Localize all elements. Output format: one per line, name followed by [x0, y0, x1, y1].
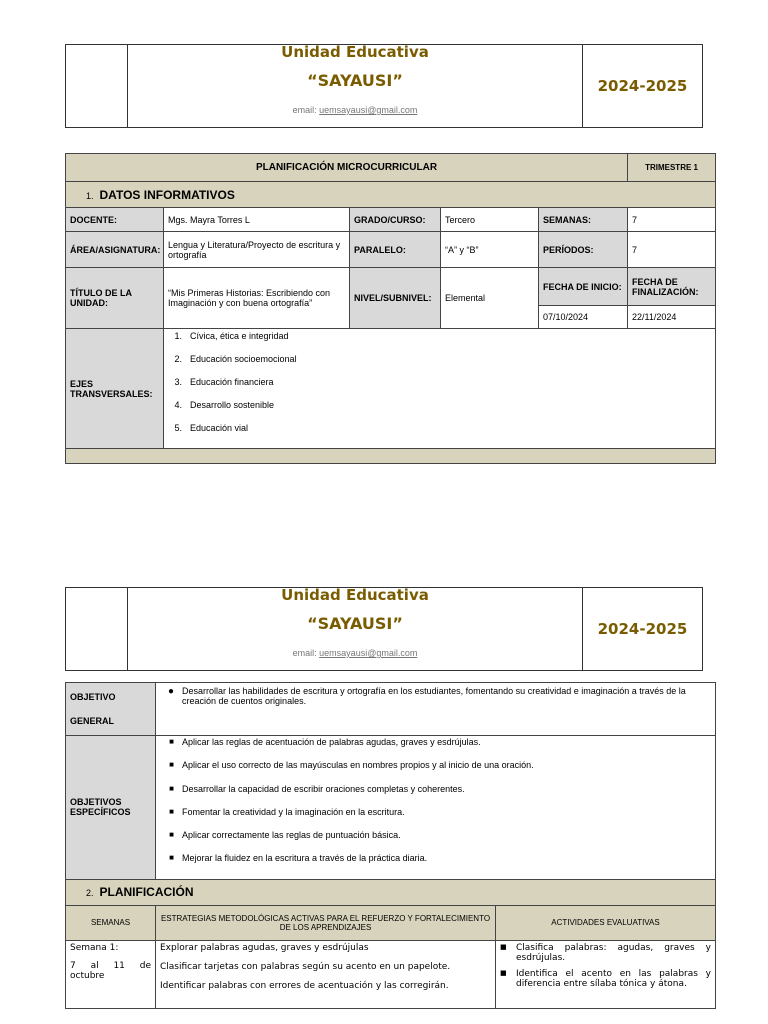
objetivos-especificos-cell	[156, 736, 716, 880]
semana-1-cell: Semana 1: 7 al 11 de octubre	[66, 940, 156, 1008]
objetivo-especifico-item: ■ Desarrollar la capacidad de escribir oraciones completas y coherentes.	[169, 783, 465, 794]
eje-item: 4. Desarrollo sostenible	[174, 400, 275, 410]
objetivo-especifico-item: ■ Fomentar la creatividad y la imaginación en la escritura.	[169, 806, 405, 817]
actividades-cell	[496, 940, 716, 1008]
fecha-inicio-label: FECHA DE INICIO:	[539, 268, 628, 306]
school-header-2	[65, 587, 703, 671]
eje-item: 1. Cívica, ética e integridad	[174, 331, 289, 341]
objetivos-table	[65, 682, 716, 1009]
objetivo-especifico-item: ■ Aplicar el uso correcto de las mayúsculas en nombres propios y al inicio de una oración.	[169, 760, 534, 771]
actividad-item: ■ Clasifica palabras: agudas, graves y esdrújulas.	[500, 942, 711, 963]
area-label: ÁREA/ASIGNATURA:	[66, 232, 164, 268]
paralelo-value: “A” y “B”	[441, 232, 539, 268]
objetivos-especificos-list	[160, 737, 711, 877]
datos-informativos-table	[65, 153, 716, 464]
school-header	[65, 44, 703, 128]
objetivo-general-label: OBJETIVO GENERAL	[66, 683, 156, 736]
email-label: email:	[292, 105, 317, 115]
email-link[interactable]: uemsayausi@gmail.com	[319, 648, 418, 658]
estrategia-item: Explorar palabras agudas, graves y esdrújulas	[160, 942, 369, 953]
school-title-cell	[128, 45, 583, 127]
paralelo-label: PARALELO:	[350, 232, 441, 268]
col-estrategias: ESTRATEGIAS METODOLÓGICAS ACTIVAS PARA EL REFUERZO Y FORTALECIMIENTO DE LOS APRENDIZAJES	[156, 905, 496, 940]
eje-item: 3. Educación financiera	[174, 377, 274, 387]
school-title-cell	[128, 588, 583, 670]
actividades-list	[500, 943, 711, 989]
school-year: 2024-2025	[597, 620, 688, 638]
fecha-inicio-value: 07/10/2024	[539, 306, 628, 329]
docente-value: Mgs. Mayra Torres L	[164, 208, 350, 232]
eje-item: 2. Educación socioemocional	[174, 354, 297, 364]
semana-1-dates: 7 al 11 de	[70, 960, 151, 971]
eje-item: 5. Educación vial	[174, 423, 249, 433]
area-value: Lengua y Literatura/Proyecto de escritura y ortografía	[164, 232, 350, 268]
objetivo-general-text: Desarrollar las habilidades de escritura y ortografía en los estudiantes, fomentando su creatividad e imaginación a través de la creación de cuentos originales.	[182, 686, 686, 706]
estrategias-cell	[156, 940, 496, 1008]
school-name: “SAYAUSI”	[307, 614, 403, 633]
objetivo-especifico-item: ■ Aplicar las reglas de acentuación de palabras agudas, graves y esdrújulas.	[169, 737, 481, 747]
docente-label: DOCENTE:	[66, 208, 164, 232]
periodos-value: 7	[628, 232, 716, 268]
nivel-label: NIVEL/SUBNIVEL:	[350, 268, 441, 329]
nivel-value: Elemental	[441, 268, 539, 329]
semanas-value: 7	[628, 208, 716, 232]
email-link[interactable]: uemsayausi@gmail.com	[319, 105, 418, 115]
plan-title: PLANIFICACIÓN MICROCURRICULAR	[66, 154, 628, 182]
estrategias-list	[160, 943, 491, 991]
section-2-title: 2. PLANIFICACIÓN	[66, 879, 716, 905]
email-line	[128, 648, 582, 658]
school-line1: Unidad Educativa	[281, 586, 429, 604]
section-1-title: 1. DATOS INFORMATIVOS	[66, 182, 716, 208]
titulo-label: TÍTULO DE LA UNIDAD:	[66, 268, 164, 329]
objetivo-especifico-item: ■ Mejorar la fluidez en la escritura a través de la práctica diaria.	[169, 853, 428, 864]
email-label: email:	[292, 648, 317, 658]
col-semanas: SEMANAS	[66, 905, 156, 940]
school-line1: Unidad Educativa	[281, 43, 429, 61]
objetivo-general-cell: ● Desarrollar las habilidades de escritura y ortografía en los estudiantes, fomentando su creatividad e imaginación a través de la creación de cuentos originales.	[156, 683, 716, 736]
objetivo-especifico-item: ■ Aplicar correctamente las reglas de puntuación básica.	[169, 830, 401, 841]
school-year: 2024-2025	[597, 77, 688, 95]
col-actividades: ACTIVIDADES EVALUATIVAS	[496, 905, 716, 940]
semanas-label: SEMANAS:	[539, 208, 628, 232]
estrategia-item: Identificar palabras con errores de acentuación y las corregirán.	[160, 980, 449, 991]
fecha-fin-value: 22/11/2024	[628, 306, 716, 329]
logo-cell	[66, 588, 128, 670]
school-name: “SAYAUSI”	[307, 71, 403, 90]
fecha-fin-label: FECHA DE FINALIZACIÓN:	[628, 268, 716, 306]
estrategia-item: Clasificar tarjetas con palabras según su acento en un papelote.	[160, 961, 451, 972]
email-line	[128, 105, 582, 115]
trimestre: TRIMESTRE 1	[628, 154, 716, 182]
ejes-list	[168, 331, 711, 446]
ejes-list-cell	[164, 329, 716, 449]
titulo-value: “Mis Primeras Historias: Escribiendo con Imaginación y con buena ortografía”	[164, 268, 350, 329]
grado-value: Tercero	[441, 208, 539, 232]
ejes-label: EJES TRANSVERSALES:	[66, 329, 164, 449]
grado-label: GRADO/CURSO:	[350, 208, 441, 232]
objetivos-especificos-label: OBJETIVOS ESPECÍFICOS	[66, 736, 156, 880]
actividad-item: ■ Identifica el acento en las palabras y diferencia entre sílaba tónica y átona.	[500, 968, 711, 989]
logo-cell	[66, 45, 128, 127]
table-footer-band	[66, 449, 716, 464]
periodos-label: PERÍODOS:	[539, 232, 628, 268]
semana-1-label: Semana 1:	[70, 942, 119, 953]
